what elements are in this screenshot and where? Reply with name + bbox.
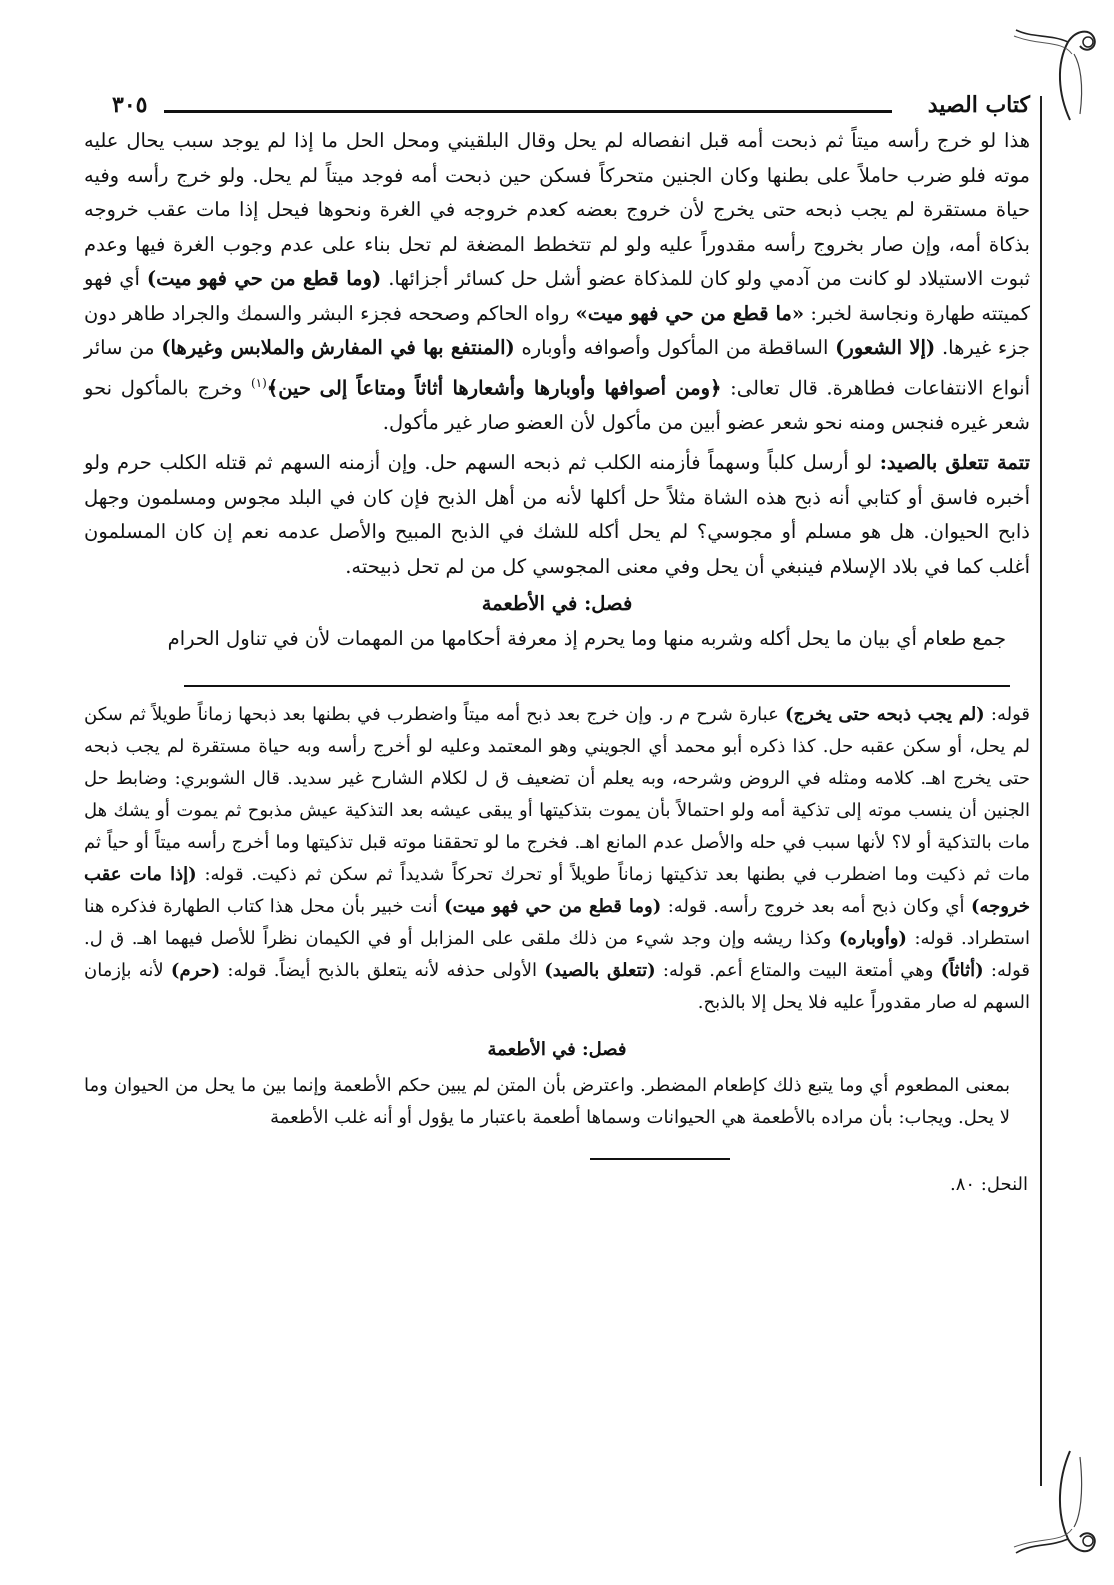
margin-rule (1040, 96, 1042, 1486)
chapter-title: كتاب الصيد (927, 92, 1030, 118)
text-line: فيها وعدم ثبوت الاستيلاد لو كانت من آدمي ولو كان للمذكاة عضو أشل حل كسائر أجزائها. (84, 232, 1031, 290)
main-paragraph (84, 124, 1030, 440)
commentary-text: أنت خبير بأن محل هذا كتاب الطهارة فذكره هنا استطراد. قوله: (84, 895, 1031, 949)
quran-quote: حين﴾ (266, 376, 311, 399)
commentary-text: أي وكان ذبح أمه بعد خروج رأسه. قوله: (667, 895, 965, 917)
quran-quote: ﴿ومن أصوافها وأوبارها وأشعارها أثاثاً ومتاعاً إلى (319, 376, 722, 399)
quoted-phrase: (حرم) (170, 959, 221, 981)
matn-phrase: ميت) (146, 267, 192, 290)
hadith-quote: «ما قطع من حي فهو ميت» (575, 301, 805, 325)
commentary-heading: فصل: في الأطعمة (487, 1038, 627, 1060)
text-line: خروجه بذكاة أمه، وإن صار بخروج رأسه مقدوراً عليه ولو لم تتخطط المضغة لم تحل بناء على عدم وجوب الغرة (84, 198, 1030, 256)
text-line: موته فلو ضرب حاملاً على بطنها وكان الجنين متحركاً فسكن حين ذبحت أمه فوجد ميتاً لم يحل. ولو خرج رأسه (126, 163, 1030, 187)
commentary-text: وكذا ريشه وإن وجد شيء من ذلك ملقى على المزابل أو في الكيمان نظراً للأصل فيهما اهـ. ق ل. قوله: (84, 927, 1030, 981)
quoted-phrase: (تتعلق بالصيد) (544, 959, 656, 981)
text-line: من سائر أنواع الانتفاعات فطاهرة. قال تعالى: (84, 336, 1031, 399)
footnote-separator (590, 1158, 730, 1160)
commentary-text: قوله: (990, 703, 1030, 725)
commentary-paragraph (84, 699, 1030, 1019)
matn-phrase: (المنتفع بها في المفارش (311, 336, 515, 359)
commentary-separator (184, 685, 1010, 687)
page-number: ٣٠٥ (112, 92, 148, 118)
corner-ornament-bottom (1010, 1443, 1100, 1563)
footnote-marker: (١) (250, 375, 267, 390)
text-line: أي فهو كميتته طهارة ونجاسة لخبر: (84, 267, 1031, 325)
quoted-phrase: (وما قطع من حي فهو ميت) (444, 895, 662, 917)
main-text (84, 124, 1030, 1195)
text-line: وخرج بالمأكول نحو شعر غيره فنجس ومنه نحو شعر عضو أبين من مأكول لأن العضو صار غير مأكول. (84, 376, 1030, 434)
header-rule (164, 110, 892, 113)
quoted-phrase: (أثاثاً) (940, 959, 984, 981)
commentary-text: الأولى حذفه لأنه يتعلق بالذبح أيضاً. قوله: (227, 959, 538, 981)
tatimma-paragraph (84, 446, 1030, 584)
quoted-phrase: (لم يجب ذبحه حتى يخرج) (785, 703, 985, 725)
section-heading: فصل: في الأطعمة (481, 592, 633, 615)
matn-phrase: (وما قطع من حي فهو (198, 267, 382, 290)
text-line: هذا لو خرج رأسه ميتاً ثم ذبحت أمه قبل انفصاله لم يحل وقال البلقيني ومحل الحل ما إذا لم يوجد سبب يحال عليه (84, 129, 1030, 152)
page (84, 72, 1031, 1545)
commentary-text: لأنه بإزمان السهم له صار مقدوراً عليه فلا يحل إلا بالذبح. (84, 959, 1030, 1013)
commentary-text: عبارة شرح م ر. وإن خرج بعد ذبح أمه ميتاً واضطرب في بطنها بعد ذبحها زماناً طويلاً ثم سكن لم يحل، أو سكن عقبه حل. كذا ذكره أبو محمد أي الجويني وهو المعتمد وعليه لو أخرج رأسه وبه حياة مستقرة لم يجب ذبحه حتى يخرج اهـ. كلامه ومثله في الروض وشرحه، وبه يعلم أن تضعيف ق ل لكلام الشارح غير سديد. قال الشوبري: وضابط حل الجنين أن ينسب موته إلى تذكية أمه ولو احتمالاً بأن يموت بتذكيتها أو يبقى عيشه بعد التذكية عيش مذبوح ثم يموت أو يشك هل مات بالتذكية أو لا؟ لأنها سبب في حله والأصل عدم المانع اهـ. فخرج ما لو تحققنا موته قبل تذكيتها وما أخرج رأسه ميتاً أو حياً ثم مات ثم ذكيت وما اضطرب في بطنها بعد تذكيتها زماناً طويلاً أو تحرك تحركاً شديداً ثم سكن ثم ذكيت. قوله: (84, 703, 1030, 885)
text-line: الساقطة من المأكول وأصوافه وأوباره (521, 336, 829, 359)
matn-phrase: (إلا الشعور) (835, 336, 936, 359)
matn-phrase: والملابس وغيرها) (161, 336, 305, 359)
text-line: والجراد طاهر دون جزء غيرها. (84, 301, 1030, 359)
quoted-phrase: (وأوباره) (838, 927, 907, 949)
section-paragraph (84, 622, 1030, 657)
commentary-paragraph-2: بمعنى المطعوم أي وما يتبع ذلك كإطعام المضطر. واعترض بأن المتن لم يبين حكم الأطعمة وإنما بين ما يحل من الحيوان وما لا يحل. ويجاب: بأن مراده بالأطعمة هي الحيوانات وسماها أطعمة باعتبار ما يؤول أو أنه غلب الأطعمة (84, 1074, 1010, 1128)
tatimma-label: تتمة تتعلق بالصيد: (879, 451, 1031, 474)
commentary-text: وهي أمتعة البيت والمتاع أعم. قوله: (662, 959, 934, 981)
footnote (84, 1174, 1030, 1195)
quoted-phrase: (إذا مات عقب خروجه) (84, 863, 1031, 917)
tatimma-text: لو أرسل كلباً وسهماً فأزمنه الكلب ثم ذبحه السهم حل. وإن أزمنه السهم ثم قتله الكلب حرم ولو أخبره فاسق أو كتابي أنه ذبح هذه الشاة مثلاً حل أكلها لأنه من أهل الذبح فإن كان في البلد مجوس ومسلمون وجهل ذابح الحيوان. هل هو مسلم أو مجوسي؟ لم يحل أكله للشك في الذبح المبيح والأصل عدمه نعم إن كان المسلمون أغلب كما في بلاد الإسلام فينبغي أن يحل وفي معنى المجوسي كل من لم تحل ذبيحته. (84, 451, 1030, 578)
text-line: رواه الحاكم وصححه فجزء البشر والسمك (236, 301, 570, 325)
text-line: وفيه حياة مستقرة لم يجب ذبحه حتى يخرج لأن خروج بعضه كعدم خروجه في الغرة ونحوها فيحل إذا مات عقب (84, 163, 1030, 221)
section-text: جمع طعام أي بيان ما يحل أكله وشربه منها وما يحرم إذ معرفة أحكامها من المهمات لأن في تناول الحرام (167, 627, 1006, 650)
footnote-text: النحل: ٨٠. (949, 1173, 1028, 1195)
